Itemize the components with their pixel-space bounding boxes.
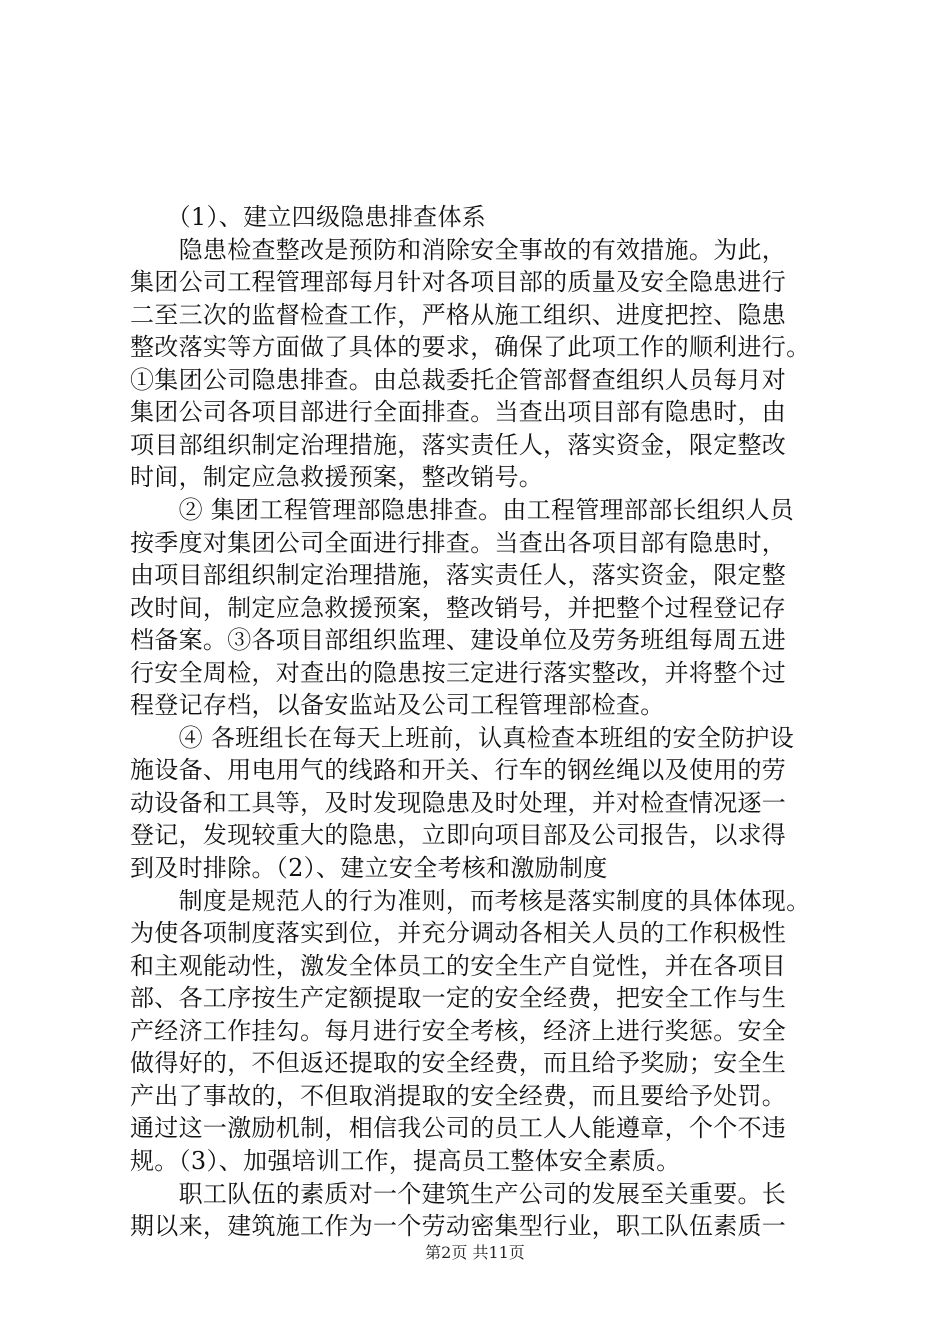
text-line: 项目部组织制定治理措施，落实责任人，落实资金，限定整改 [130, 431, 787, 459]
text-line: 期以来，建筑施工作为一个劳动密集型行业，职工队伍素质一 [130, 1212, 787, 1240]
text-line: ①集团公司隐患排查。由总裁委托企管部督查组织人员每月对 [130, 366, 787, 394]
text-line: ④ 各班组长在每天上班前，认真检查本班组的安全防护设 [130, 724, 795, 752]
text-line: 按季度对集团公司全面进行排查。当查出各项目部有隐患时， [130, 529, 787, 557]
text-line: 程登记存档，以备安监站及公司工程管理部检查。 [130, 691, 665, 719]
text-line: 制度是规范人的行为准则，而考核是落实制度的具体体现。 [130, 887, 811, 915]
text-line: 行安全周检，对查出的隐患按三定进行落实整改，并将整个过 [130, 659, 787, 687]
text-line: 做得好的，不但返还提取的安全经费，而且给予奖励；安全生 [130, 1049, 787, 1077]
text-line: 和主观能动性，激发全体员工的安全生产自觉性，并在各项目 [130, 952, 787, 980]
text-line: 职工队伍的素质对一个建筑生产公司的发展至关重要。长 [130, 1180, 787, 1208]
text-line: 集团公司各项目部进行全面排查。当查出项目部有隐患时，由 [130, 398, 787, 426]
page-number-footer: 第2页 共11页 [425, 1243, 525, 1262]
text-line: 登记，发现较重大的隐患，立即向项目部及公司报告，以求得 [130, 821, 787, 849]
text-line: （1）、建立四级隐患排查体系 [130, 203, 487, 231]
text-line: 改时间，制定应急救援预案，整改销号，并把整个过程登记存 [130, 594, 787, 622]
text-line: 时间，制定应急救援预案，整改销号。 [130, 463, 544, 491]
text-line: 整改落实等方面做了具体的要求，确保了此项工作的顺利进行。 [130, 333, 811, 361]
text-line: 隐患检查整改是预防和消除安全事故的有效措施。为此， [130, 236, 787, 264]
text-line: 由项目部组织制定治理措施，落实责任人，落实资金，限定整 [130, 561, 787, 589]
text-line: 部、各工序按生产定额提取一定的安全经费，把安全工作与生 [130, 984, 787, 1012]
text-line: 规。（3）、加强培训工作，提高员工整体安全素质。 [130, 1147, 681, 1175]
text-line: ② 集团工程管理部隐患排查。由工程管理部部长组织人员 [130, 496, 795, 524]
text-line: 档备案。③各项目部组织监理、建设单位及劳务班组每周五进 [130, 626, 787, 654]
text-line: 动设备和工具等，及时发现隐患及时处理，并对检查情况逐一 [130, 789, 787, 817]
text-line: 产经济工作挂勾。每月进行安全考核，经济上进行奖惩。安全 [130, 1017, 787, 1045]
text-line: 产出了事故的，不但取消提取的安全经费，而且要给予处罚。 [130, 1082, 787, 1110]
text-line: 通过这一激励机制，相信我公司的员工人人能遵章，个个不违 [130, 1114, 787, 1142]
text-line: 二至三次的监督检查工作，严格从施工组织、进度把控、隐患 [130, 301, 787, 329]
text-line: 为使各项制度落实到位，并充分调动各相关人员的工作积极性 [130, 919, 787, 947]
text-line: 到及时排除。（2）、建立安全考核和激励制度 [130, 854, 608, 882]
text-line: 集团公司工程管理部每月针对各项目部的质量及安全隐患进行 [130, 268, 787, 296]
text-line: 施设备、用电用气的线路和开关、行车的钢丝绳以及使用的劳 [130, 756, 787, 784]
